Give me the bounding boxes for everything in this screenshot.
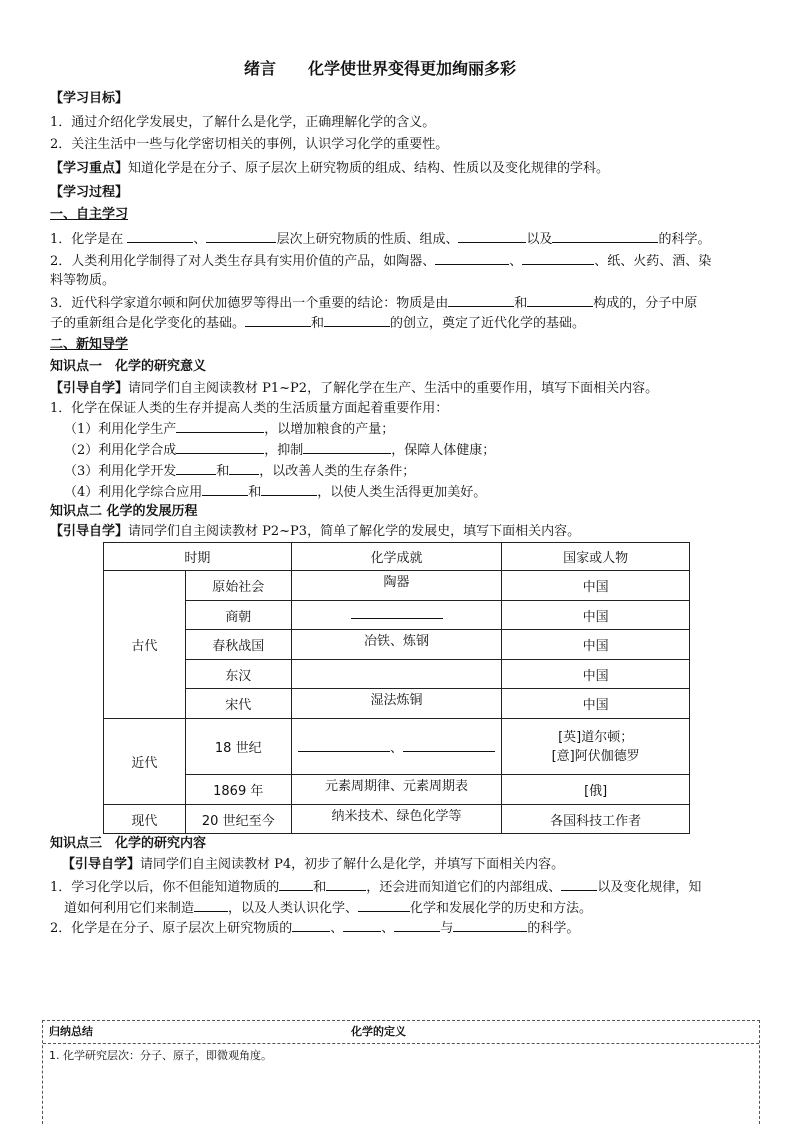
- table-cell: 各国科技工作者: [502, 805, 690, 834]
- table-row: [104, 630, 690, 660]
- answer-blank[interactable]: [561, 878, 597, 891]
- table-row: [104, 601, 690, 630]
- table-row: [104, 571, 690, 601]
- answer-blank[interactable]: [527, 294, 593, 307]
- answer-blank[interactable]: [403, 741, 495, 752]
- knowledge-point-1-heading: 知识点一 化学的研究意义: [50, 359, 207, 374]
- summary-box: [42, 1020, 760, 1124]
- table-cell: 东汉: [185, 660, 291, 689]
- answer-blank[interactable]: [279, 878, 313, 891]
- table-row: [104, 775, 690, 805]
- table-cell: 湿法炼铜: [291, 689, 502, 719]
- key-point-heading: 【学习重点】: [50, 161, 129, 176]
- table-cell: 中国: [502, 571, 690, 601]
- knowledge-point-2-heading: 知识点二 化学的发展历程: [50, 504, 198, 519]
- answer-blank[interactable]: [229, 462, 259, 475]
- answer-blank[interactable]: [245, 314, 311, 327]
- answer-blank[interactable]: [194, 899, 228, 912]
- answer-blank[interactable]: [324, 314, 390, 327]
- section-new-knowledge-heading: 二、新知导学: [50, 337, 129, 352]
- knowledge-point-3-heading: 知识点三 化学的研究内容: [50, 836, 207, 851]
- answer-blank[interactable]: [458, 230, 526, 243]
- table-cell: 20 世纪至今: [185, 805, 291, 834]
- table-row: [104, 805, 690, 834]
- answer-blank[interactable]: [552, 230, 658, 243]
- answer-blank[interactable]: [298, 741, 390, 752]
- table-cell: 纳米技术、绿色化学等: [291, 805, 502, 834]
- period-modern: 现代: [104, 805, 186, 834]
- kp2-guide: 【引导自学】请同学们自主阅读教材 P2~P3，简单了解化学的发展史，填写下面相关内容。: [50, 524, 581, 539]
- answer-blank[interactable]: [522, 252, 594, 265]
- table-cell: 、: [291, 719, 502, 775]
- answer-blank[interactable]: [206, 230, 276, 243]
- self-study-q3: 3．近代科学家道尔顿和阿伏加德罗等得出一个重要的结论：物质是由 和 构成的，分子中原: [50, 296, 698, 311]
- table-cell: 宋代: [185, 689, 291, 719]
- answer-blank[interactable]: [448, 294, 514, 307]
- table-cell: 原始社会: [185, 571, 291, 601]
- summary-left-heading: 归纳总结: [49, 1025, 93, 1038]
- summary-header: [43, 1021, 759, 1044]
- goal-item-2: 2．关注生活中一些与化学密切相关的事例，认识学习化学的重要性。: [50, 137, 449, 152]
- table-cell: 元素周期律、元素周期表: [291, 775, 502, 805]
- page-title: 绪言 化学使世界变得更加绚丽多彩: [244, 59, 517, 78]
- table-cell: 春秋战国: [185, 630, 291, 660]
- table-cell: 中国: [502, 601, 690, 630]
- answer-blank[interactable]: [176, 420, 264, 433]
- self-study-q2: 2．人类利用化学制得了对人类生存具有实用价值的产品，如陶器、 、 、纸、火药、酒、染: [50, 254, 712, 269]
- key-point-text: 知道化学是在分子、原子层次上研究物质的组成、结构、性质以及变化规律的学科。: [128, 161, 610, 176]
- answer-blank[interactable]: [351, 608, 443, 619]
- answer-blank[interactable]: [292, 919, 330, 932]
- table-cell: 冶铁、炼钢: [291, 630, 502, 660]
- kp3-guide: 【引导自学】请同学们自主阅读教材 P4，初步了解什么是化学，并填写下面相关内容。: [62, 857, 565, 872]
- table-row: [104, 660, 690, 689]
- table-header-row: [104, 543, 690, 571]
- goal-heading: 【学习目标】: [50, 91, 129, 106]
- table-cell: 陶器: [291, 571, 502, 601]
- answer-blank[interactable]: [303, 441, 391, 454]
- kp3-q2: 2．化学是在分子、原子层次上研究物质的 、 、 与 的科学。: [50, 921, 580, 936]
- kp1-item-4: （4）利用化学综合应用 和 ，以使人类生活得更加美好。: [64, 485, 487, 500]
- summary-line-1: 1. 化学研究层次：分子、原子，即微观角度。: [49, 1049, 272, 1062]
- table-header: 时期: [104, 543, 292, 571]
- kp3-q1: 1．学习化学以后，你不但能知道物质的 和 ，还会进而知道它们的内部组成、 以及变化规律，知: [50, 880, 702, 895]
- table-cell: [英]道尔顿； [意]阿伏伽德罗: [502, 719, 690, 775]
- self-study-q2-cont: 料等物质。: [50, 273, 116, 288]
- period-ancient: 古代: [104, 571, 186, 719]
- answer-blank[interactable]: [127, 230, 193, 243]
- table-row: [104, 719, 690, 775]
- summary-center-heading: 化学的定义: [351, 1025, 406, 1038]
- answer-blank[interactable]: [394, 919, 440, 932]
- table-cell: 中国: [502, 630, 690, 660]
- period-modern-early: 近代: [104, 719, 186, 805]
- section-self-study-heading: 一、自主学习: [50, 207, 129, 222]
- table-cell: 18 世纪: [185, 719, 291, 775]
- answer-blank[interactable]: [176, 462, 216, 475]
- kp3-q1-cont: 道如何利用它们来制造 ，以及人类认识化学、 化学和发展化学的历史和方法。: [64, 901, 593, 916]
- table-header: 化学成就: [291, 543, 502, 571]
- answer-blank[interactable]: [453, 919, 527, 932]
- table-row: [104, 689, 690, 719]
- table-cell: 中国: [502, 689, 690, 719]
- answer-blank[interactable]: [326, 878, 366, 891]
- key-point-line: [50, 160, 609, 178]
- answer-blank[interactable]: [358, 899, 410, 912]
- answer-blank[interactable]: [202, 483, 248, 496]
- table-cell[interactable]: [291, 660, 502, 689]
- goal-item-1: 1．通过介绍化学发展史，了解什么是化学，正确理解化学的含义。: [50, 115, 436, 130]
- kp1-item-2: （2）利用化学合成 ，抑制 ，保障人体健康；: [64, 443, 496, 458]
- history-table: [103, 542, 690, 834]
- kp1-item-3: （3）利用化学开发 和 ，以改善人类的生存条件；: [64, 464, 416, 479]
- answer-blank[interactable]: [261, 483, 317, 496]
- table-cell: 中国: [502, 660, 690, 689]
- table-cell: 1869 年: [185, 775, 291, 805]
- table-header: 国家或人物: [502, 543, 690, 571]
- process-heading: 【学习过程】: [50, 185, 129, 200]
- kp1-q1: 1．化学在保证人类的生存并提高人类的生活质量方面起着重要作用：: [50, 401, 449, 416]
- answer-blank[interactable]: [435, 252, 509, 265]
- self-study-q3-cont: 子的重新组合是化学变化的基础。 和 的创立，奠定了近代化学的基础。: [50, 316, 586, 331]
- self-study-q1: 1．化学是在 、 层次上研究物质的性质、组成、 以及 的科学。: [50, 232, 711, 247]
- table-cell: [俄]: [502, 775, 690, 805]
- answer-blank[interactable]: [343, 919, 381, 932]
- table-cell: [291, 601, 502, 630]
- table-cell: 商朝: [185, 601, 291, 630]
- answer-blank[interactable]: [176, 441, 264, 454]
- kp1-guide: 【引导自学】请同学们自主阅读教材 P1~P2，了解化学在生产、生活中的重要作用，填写下面相关内容。: [50, 381, 659, 396]
- kp1-item-1: （1）利用化学生产 ，以增加粮食的产量；: [64, 422, 395, 437]
